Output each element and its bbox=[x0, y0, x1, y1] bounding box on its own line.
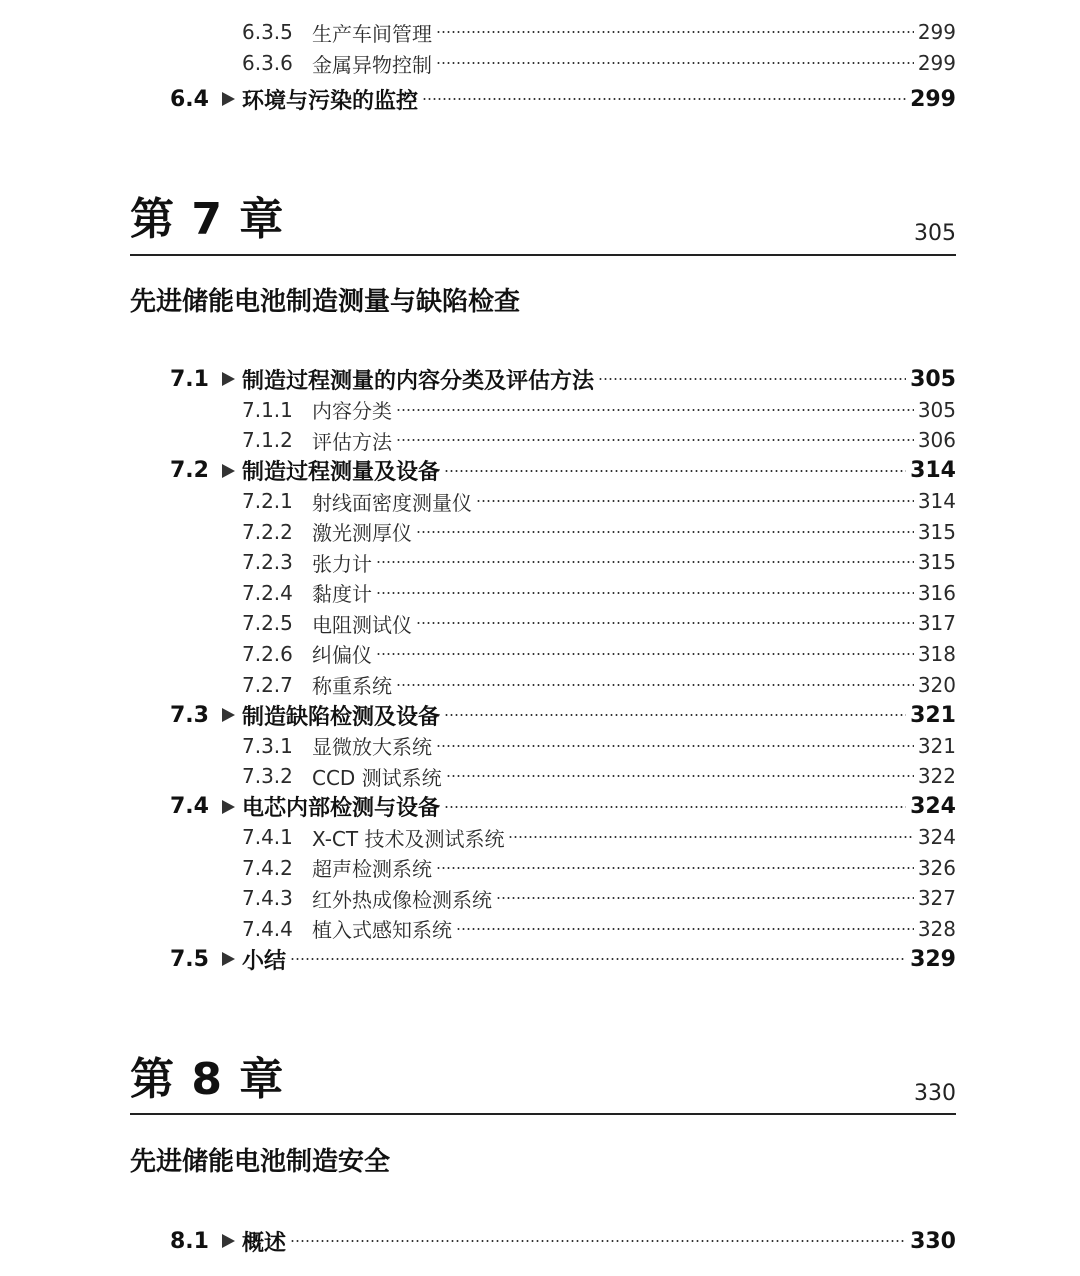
toc-entry-page: 321 bbox=[917, 733, 956, 758]
toc-entry-number: 7.3 bbox=[170, 702, 209, 728]
chapter-title: 先进储能电池制造测量与缺陷检查 bbox=[130, 287, 521, 317]
chapter-page: 305 bbox=[914, 221, 956, 246]
triangle-right-icon bbox=[216, 464, 240, 478]
toc-entry-page: 315 bbox=[917, 550, 956, 575]
toc-entry-title: CCD 测试系统 bbox=[312, 765, 442, 790]
toc-entry-page: 330 bbox=[910, 1228, 956, 1254]
toc-entry-number: 7.2.3 bbox=[242, 550, 293, 575]
toc-entry-page: 305 bbox=[917, 397, 956, 422]
toc-entry-title: 制造过程测量及设备 bbox=[242, 460, 441, 486]
toc-entry-7-3-2[interactable] bbox=[242, 761, 956, 791]
toc-entry-number: 7.2.6 bbox=[242, 641, 293, 666]
toc-entry-title: 植入式感知系统 bbox=[312, 918, 452, 943]
toc-entry-page: 318 bbox=[917, 641, 956, 666]
toc-entry-7-4-4[interactable] bbox=[242, 914, 956, 944]
dot-leader bbox=[290, 1240, 906, 1242]
toc-entry-6-4[interactable] bbox=[170, 84, 956, 114]
toc-entry-page: 314 bbox=[917, 489, 956, 514]
toc-entry-number: 7.4.3 bbox=[242, 886, 293, 911]
toc-entry-number: 7.1.1 bbox=[242, 397, 293, 422]
dot-leader bbox=[456, 928, 914, 930]
toc-entry-7-2-3[interactable] bbox=[242, 547, 956, 577]
dot-leader bbox=[290, 958, 906, 960]
dot-leader bbox=[436, 62, 914, 64]
toc-entry-6-3-5[interactable] bbox=[242, 17, 956, 47]
toc-entry-page: 321 bbox=[910, 702, 956, 728]
toc-entry-title: 小结 bbox=[242, 948, 287, 974]
toc-entry-title: 激光测厚仪 bbox=[312, 521, 412, 546]
dot-leader bbox=[396, 409, 914, 411]
toc-entry-page: 329 bbox=[910, 946, 956, 972]
toc-entry-page: 322 bbox=[917, 764, 956, 789]
toc-entry-title: 纠偏仪 bbox=[312, 643, 372, 668]
toc-entry-number: 6.3.5 bbox=[242, 20, 293, 44]
toc-entry-7-3[interactable] bbox=[170, 700, 956, 730]
toc-entry-page: 326 bbox=[917, 855, 956, 880]
toc-entry-title: 电芯内部检测与设备 bbox=[242, 796, 441, 822]
toc-entry-7-1[interactable] bbox=[170, 364, 956, 394]
toc-entry-title: 黏度计 bbox=[312, 582, 372, 607]
toc-entry-7-2-1[interactable] bbox=[242, 486, 956, 516]
toc-entry-title: 制造缺陷检测及设备 bbox=[242, 704, 441, 730]
toc-entry-title: 超声检测系统 bbox=[312, 857, 432, 882]
toc-entry-number: 6.3.6 bbox=[242, 51, 293, 75]
dot-leader bbox=[416, 531, 914, 533]
toc-entry-7-1-2[interactable] bbox=[242, 425, 956, 455]
toc-entry-title: 红外热成像检测系统 bbox=[312, 887, 492, 912]
chapter-8-heading bbox=[130, 1050, 956, 1110]
toc-entry-page: 316 bbox=[917, 580, 956, 605]
triangle-right-icon bbox=[216, 708, 240, 722]
toc-entry-number: 7.1.2 bbox=[242, 428, 293, 453]
toc-entry-number: 7.2 bbox=[170, 458, 209, 484]
dot-leader bbox=[436, 31, 914, 33]
toc-entry-7-3-1[interactable] bbox=[242, 731, 956, 761]
toc-entry-number: 7.5 bbox=[170, 946, 209, 972]
toc-entry-page: 314 bbox=[910, 458, 956, 484]
toc-entry-number: 7.4.2 bbox=[242, 855, 293, 880]
toc-entry-number: 8.1 bbox=[170, 1228, 209, 1254]
toc-entry-number: 7.1 bbox=[170, 366, 209, 392]
toc-entry-7-4-1[interactable] bbox=[242, 822, 956, 852]
chapter-label: 第 8 章 bbox=[130, 1054, 285, 1105]
toc-entry-page: 317 bbox=[917, 611, 956, 636]
toc-entry-number: 7.2.2 bbox=[242, 519, 293, 544]
chapter-divider bbox=[130, 1113, 956, 1115]
toc-entry-page: 324 bbox=[917, 825, 956, 850]
chapter-label: 第 7 章 bbox=[130, 194, 285, 245]
dot-leader bbox=[396, 684, 914, 686]
toc-entry-page: 324 bbox=[910, 794, 956, 820]
toc-entry-page: 306 bbox=[917, 428, 956, 453]
toc-entry-title: 张力计 bbox=[312, 551, 372, 576]
triangle-right-icon bbox=[216, 1234, 240, 1248]
toc-entry-7-2-5[interactable] bbox=[242, 608, 956, 638]
toc-entry-number: 7.4.4 bbox=[242, 916, 293, 941]
toc-entry-title: 射线面密度测量仪 bbox=[312, 490, 472, 515]
toc-entry-7-4-2[interactable] bbox=[242, 853, 956, 883]
dot-leader bbox=[444, 714, 906, 716]
toc-entry-7-2-7[interactable] bbox=[242, 670, 956, 700]
toc-entry-7-2-4[interactable] bbox=[242, 578, 956, 608]
chapter-page: 330 bbox=[914, 1081, 956, 1106]
toc-entry-8-1[interactable] bbox=[170, 1226, 956, 1256]
toc-entry-title: 概述 bbox=[242, 1230, 287, 1256]
toc-entry-title: 内容分类 bbox=[312, 399, 392, 424]
dot-leader bbox=[376, 653, 914, 655]
toc-entry-page: 320 bbox=[917, 672, 956, 697]
chapter-title: 先进储能电池制造安全 bbox=[130, 1147, 391, 1177]
toc-entry-title: 称重系统 bbox=[312, 674, 392, 698]
toc-entry-page: 299 bbox=[910, 86, 956, 112]
toc-entry-page: 299 bbox=[917, 20, 956, 44]
dot-leader bbox=[376, 561, 914, 563]
toc-entry-7-2[interactable] bbox=[170, 456, 956, 486]
toc-entry-title: 电阻测试仪 bbox=[312, 612, 412, 637]
toc-entry-page: 328 bbox=[917, 916, 956, 941]
toc-entry-page: 299 bbox=[917, 51, 956, 75]
dot-leader bbox=[422, 98, 906, 100]
triangle-right-icon bbox=[216, 92, 240, 106]
dot-leader bbox=[598, 378, 906, 380]
toc-entry-number: 7.2.5 bbox=[242, 611, 293, 636]
toc-entry-number: 7.2.1 bbox=[242, 489, 293, 514]
toc-entry-number: 7.2.7 bbox=[242, 672, 293, 697]
dot-leader bbox=[444, 470, 906, 472]
dot-leader bbox=[436, 867, 914, 869]
chapter-7-heading bbox=[130, 190, 956, 250]
toc-entry-page: 327 bbox=[917, 886, 956, 911]
toc-entry-page: 315 bbox=[917, 519, 956, 544]
toc-entry-number: 7.4 bbox=[170, 794, 209, 820]
dot-leader bbox=[496, 897, 914, 899]
toc-entry-7-4[interactable] bbox=[170, 792, 956, 822]
toc-entry-title: 显微放大系统 bbox=[312, 735, 432, 760]
toc-entry-title: 评估方法 bbox=[312, 429, 392, 454]
toc-entry-7-5[interactable] bbox=[170, 944, 956, 974]
toc-entry-title: 制造过程测量的内容分类及评估方法 bbox=[242, 368, 595, 394]
toc-entry-number: 7.3.1 bbox=[242, 733, 293, 758]
dot-leader bbox=[416, 622, 914, 624]
toc-entry-number: 6.4 bbox=[170, 86, 209, 112]
toc-entry-7-1-1[interactable] bbox=[242, 395, 956, 425]
dot-leader bbox=[396, 439, 914, 441]
toc-entry-7-2-6[interactable] bbox=[242, 639, 956, 669]
toc-entry-7-4-3[interactable] bbox=[242, 883, 956, 913]
toc-entry-7-2-2[interactable] bbox=[242, 517, 956, 547]
dot-leader bbox=[476, 500, 914, 502]
toc-entry-title: 环境与污染的监控 bbox=[242, 88, 419, 114]
triangle-right-icon bbox=[216, 800, 240, 814]
toc-entry-number: 7.2.4 bbox=[242, 580, 293, 605]
toc-entry-number: 7.4.1 bbox=[242, 825, 293, 850]
dot-leader bbox=[446, 775, 914, 777]
toc-entry-title: 生产车间管理 bbox=[312, 21, 432, 46]
toc-entry-number: 7.3.2 bbox=[242, 764, 293, 789]
chapter-divider bbox=[130, 254, 956, 256]
toc-entry-title: X-CT 技术及测试系统 bbox=[312, 826, 505, 851]
toc-entry-6-3-6[interactable] bbox=[242, 48, 956, 78]
triangle-right-icon bbox=[216, 952, 240, 966]
toc-entry-title: 金属异物控制 bbox=[312, 52, 432, 77]
dot-leader bbox=[508, 836, 913, 838]
dot-leader bbox=[436, 745, 914, 747]
toc-entry-page: 305 bbox=[910, 366, 956, 392]
triangle-right-icon bbox=[216, 372, 240, 386]
dot-leader bbox=[444, 806, 906, 808]
dot-leader bbox=[376, 592, 914, 594]
